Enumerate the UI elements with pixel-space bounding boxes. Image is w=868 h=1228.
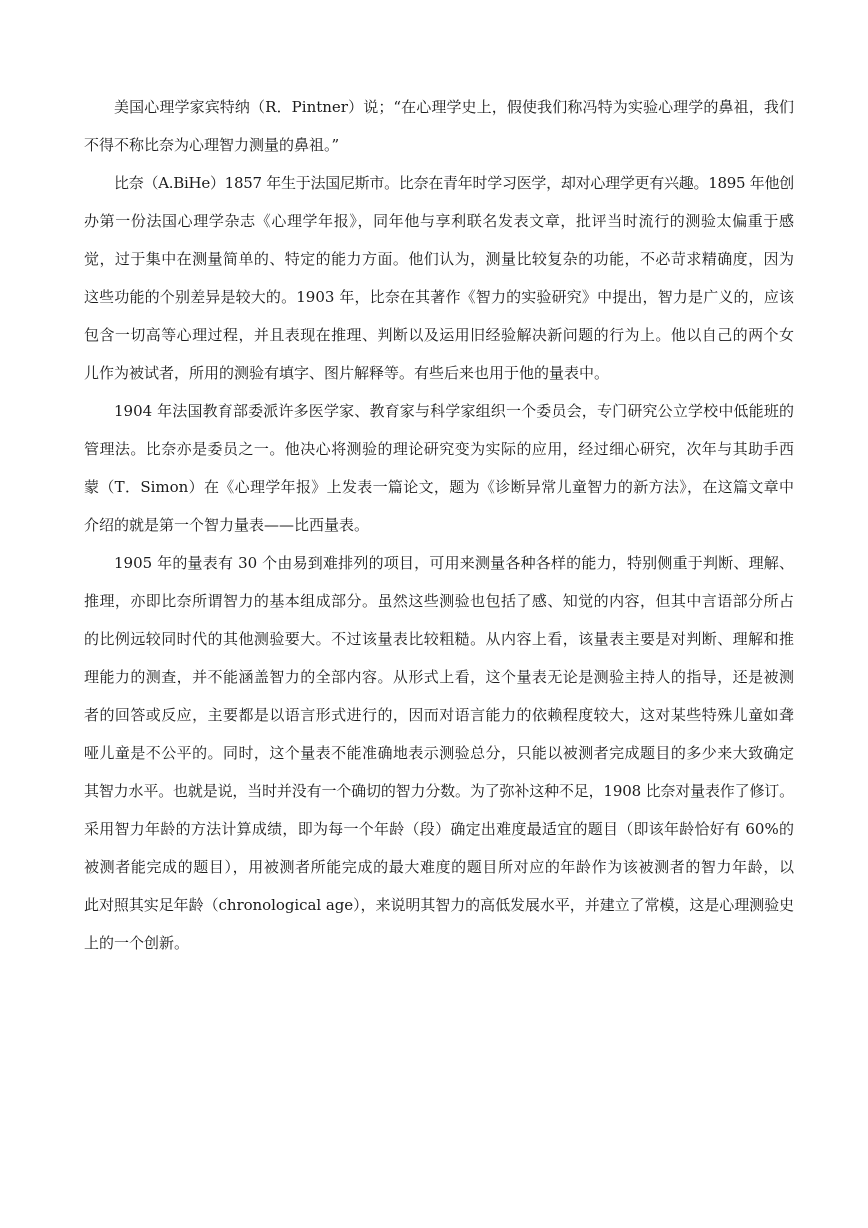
text-line: 此对照其实足年龄（chronological age），来说明其智力的高低发展水平，并建立了常模，这是心理测验史 <box>84 896 794 914</box>
text-line: 管理法。比奈亦是委员之一。他决心将测验的理论研究变为实际的应用，经过细心研究，次年与其助手西 <box>84 440 794 458</box>
text-line: 的比例远较同时代的其他测验要大。不过该量表比较粗糙。从内容上看，该量表主要是对判断、理解和推 <box>84 630 794 648</box>
text-line: 上的一个创新。 <box>84 934 190 952</box>
text-line: 推理，亦即比奈所谓智力的基本组成部分。虽然这些测验也包括了感、知觉的内容，但其中言语部分所占 <box>84 592 794 610</box>
text-line: 觉，过于集中在测量简单的、特定的能力方面。他们认为，测量比较复杂的功能，不必苛求精确度，因为 <box>84 250 794 268</box>
document-body <box>84 88 794 962</box>
text-line: 采用智力年龄的方法计算成绩，即为每一个年龄（段）确定出难度最适宜的题目（即该年龄恰好有 60%的 <box>84 820 794 838</box>
text-line: 美国心理学家宾特纳（R．Pintner）说；“在心理学史上，假使我们称冯特为实验心理学的鼻祖，我们 <box>114 98 794 116</box>
text-line: 介绍的就是第一个智力量表——比西量表。 <box>84 516 370 534</box>
text-line: 办第一份法国心理学杂志《心理学年报》，同年他与享利联名发表文章，批评当时流行的测验太偏重于感 <box>84 212 794 230</box>
text-line: 蒙（T．Simon）在《心理学年报》上发表一篇论文，题为《诊断异常儿童智力的新方法》，在这篇文章中 <box>84 478 794 496</box>
paragraph-binet-bio <box>84 164 794 392</box>
text-line: 这些功能的个别差异是较大的。1903 年，比奈在其著作《智力的实验研究》中提出，智力是广义的，应该 <box>84 288 794 306</box>
paragraph-1905-scale <box>84 544 794 962</box>
text-line: 其智力水平。也就是说，当时并没有一个确切的智力分数。为了弥补这种不足，1908 比奈对量表作了修订。 <box>84 782 794 800</box>
text-line: 1904 年法国教育部委派许多医学家、教育家与科学家组织一个委员会，专门研究公立学校中低能班的 <box>114 402 794 420</box>
text-line: 不得不称比奈为心理智力测量的鼻祖。” <box>84 136 340 154</box>
text-line: 儿作为被试者，所用的测验有填字、图片解释等。有些后来也用于他的量表中。 <box>84 364 610 382</box>
text-line: 被测者能完成的题目），用被测者所能完成的最大难度的题目所对应的年龄作为该被测者的智力年龄，以 <box>84 858 794 876</box>
text-line: 理能力的测查，并不能涵盖智力的全部内容。从形式上看，这个量表无论是测验主持人的指导，还是被测 <box>84 668 794 686</box>
text-line: 比奈（A.BiHe）1857 年生于法国尼斯市。比奈在青年时学习医学，却对心理学更有兴趣。1895 年他创 <box>114 174 794 192</box>
paragraph-pintner-quote <box>84 88 794 164</box>
text-line: 1905 年的量表有 30 个由易到难排列的项目，可用来测量各种各样的能力，特别侧重于判断、理解、 <box>114 554 794 572</box>
text-line: 者的回答或反应，主要都是以语言形式进行的，因而对语言能力的依赖程度较大，这对某些特殊儿童如聋 <box>84 706 794 724</box>
paragraph-1904-committee <box>84 392 794 544</box>
text-line: 包含一切高等心理过程，并且表现在推理、判断以及运用旧经验解决新问题的行为上。他以自己的两个女 <box>84 326 794 344</box>
text-line: 哑儿童是不公平的。同时，这个量表不能准确地表示测验总分，只能以被测者完成题目的多少来大致确定 <box>84 744 794 762</box>
